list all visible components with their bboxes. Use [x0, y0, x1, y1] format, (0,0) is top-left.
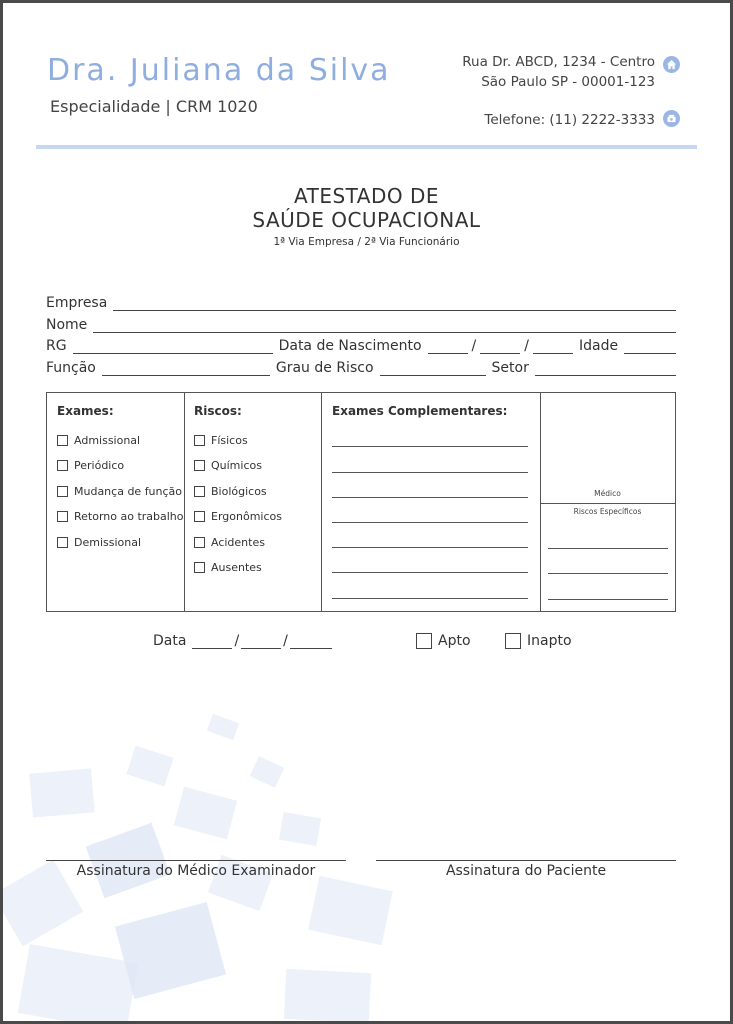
funcao-field[interactable] [102, 361, 270, 376]
date-label: Data [153, 633, 187, 649]
checkbox[interactable] [194, 460, 205, 471]
medico-label: Médico [594, 489, 621, 498]
riscos-especificos-label: Riscos Específicos [573, 507, 642, 516]
risco-especifico-line[interactable] [548, 573, 668, 574]
birth-month-field[interactable] [480, 339, 520, 354]
setor-label: Setor [491, 360, 529, 376]
checkbox[interactable] [194, 511, 205, 522]
complementar-line[interactable] [332, 572, 528, 573]
decorative-square [308, 876, 393, 945]
exames-heading: Exames: [57, 404, 114, 418]
grau-risco-field[interactable] [380, 361, 486, 376]
risco-especifico-line[interactable] [548, 599, 668, 600]
decorative-square [279, 812, 321, 846]
date-row [153, 633, 332, 649]
decorative-square [18, 944, 138, 1024]
address-line-1: Rua Dr. ABCD, 1234 - Centro [462, 54, 655, 70]
complementares-column [321, 393, 541, 611]
setor-field[interactable] [535, 361, 676, 376]
exame-option[interactable]: Admissional [57, 434, 140, 447]
risco-option[interactable]: Químicos [194, 459, 262, 472]
birth-year-field[interactable] [533, 339, 573, 354]
risco-option[interactable]: Acidentes [194, 536, 265, 549]
rg-field[interactable] [73, 339, 273, 354]
checkbox[interactable] [57, 537, 68, 548]
date-separator: / [524, 338, 529, 354]
decorative-square [284, 969, 372, 1023]
complementar-line[interactable] [332, 472, 528, 473]
patient-signature-label: Assinatura do Paciente [445, 863, 607, 879]
complementares-heading: Exames Complementares: [332, 404, 508, 418]
decorative-square [29, 768, 95, 817]
risco-option[interactable]: Ergonômicos [194, 510, 282, 523]
complementar-line[interactable] [332, 598, 528, 599]
riscos-heading: Riscos: [194, 404, 242, 418]
checkbox[interactable] [57, 511, 68, 522]
rg-label: RG [46, 338, 67, 354]
date-day-field[interactable] [192, 634, 232, 649]
doctor-signature-line[interactable] [46, 860, 346, 861]
apto-checkbox[interactable] [416, 633, 432, 649]
nome-label: Nome [46, 317, 88, 333]
empresa-field[interactable] [113, 296, 676, 311]
patient-signature-line[interactable] [376, 860, 676, 861]
complementar-line[interactable] [332, 446, 528, 447]
idade-label: Idade [578, 338, 619, 354]
nome-field[interactable] [93, 318, 676, 333]
decorative-square [250, 756, 285, 788]
date-separator: / [283, 633, 288, 649]
inapto-checkbox[interactable] [505, 633, 521, 649]
doctor-signature-label: Assinatura do Médico Examinador [76, 863, 316, 879]
complementar-line[interactable] [332, 497, 528, 498]
decorative-square [207, 714, 239, 740]
form-title-line-1: ATESTADO DE [293, 184, 440, 208]
grau-risco-label: Grau de Risco [275, 360, 374, 376]
empresa-row [46, 291, 676, 311]
doctor-name: Dra. Juliana da Silva [47, 53, 391, 88]
exames-column [47, 393, 185, 611]
medico-box[interactable] [540, 393, 675, 504]
birthdate-label: Data de Nascimento [278, 338, 422, 354]
inapto-label: Inapto [527, 633, 572, 649]
header-divider [36, 145, 697, 149]
complementar-line[interactable] [332, 547, 528, 548]
empresa-label: Empresa [46, 295, 108, 311]
checkbox[interactable] [194, 435, 205, 446]
apto-option[interactable] [416, 633, 471, 649]
form-title-line-2: SAÚDE OCUPACIONAL [252, 208, 481, 232]
risco-option[interactable]: Físicos [194, 434, 248, 447]
date-month-field[interactable] [241, 634, 281, 649]
riscos-column [184, 393, 322, 611]
decorative-square [126, 746, 173, 787]
inapto-option[interactable] [505, 633, 572, 649]
rg-row [46, 334, 676, 354]
funcao-row [46, 356, 676, 376]
phone-icon [663, 110, 680, 127]
date-separator: / [471, 338, 477, 354]
apto-label: Apto [438, 633, 471, 649]
risco-option[interactable]: Ausentes [194, 561, 262, 574]
phone-line: Telefone: (11) 2222-3333 [484, 112, 655, 128]
funcao-label: Função [46, 360, 96, 376]
exame-option[interactable]: Retorno ao trabalho [57, 510, 184, 523]
date-year-field[interactable] [290, 634, 332, 649]
exame-option[interactable]: Demissional [57, 536, 141, 549]
checkbox[interactable] [57, 435, 68, 446]
risco-option[interactable]: Biológicos [194, 485, 267, 498]
exam-table [46, 392, 676, 612]
birth-day-field[interactable] [428, 339, 468, 354]
checkbox[interactable] [57, 486, 68, 497]
risco-especifico-line[interactable] [548, 548, 668, 549]
checkbox[interactable] [194, 537, 205, 548]
decorative-square [174, 787, 237, 840]
exame-option[interactable]: Mudança de função [57, 485, 182, 498]
checkbox[interactable] [194, 486, 205, 497]
home-icon [663, 56, 680, 73]
exame-option[interactable]: Periódico [57, 459, 124, 472]
form-subtitle: 1ª Via Empresa / 2ª Via Funcionário [273, 236, 460, 248]
address-line-2: São Paulo SP - 00001-123 [481, 74, 655, 90]
checkbox[interactable] [194, 562, 205, 573]
specialty-line: Especialidade | CRM 1020 [50, 97, 258, 116]
checkbox[interactable] [57, 460, 68, 471]
riscos-especificos-box [540, 503, 675, 611]
nome-row [46, 313, 676, 333]
idade-field[interactable] [624, 339, 676, 354]
date-separator: / [234, 633, 240, 649]
complementar-line[interactable] [332, 522, 528, 523]
address-block [462, 52, 655, 92]
